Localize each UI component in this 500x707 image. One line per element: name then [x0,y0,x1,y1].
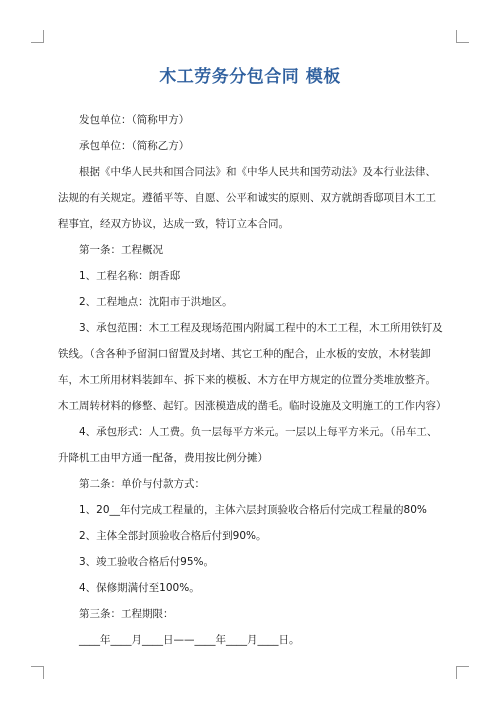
article-1-item-2: 2、工程地点：沈阳市于洪地区。 [79,296,233,308]
crop-mark-top-right [456,30,469,43]
article-3-date-range: ____年____月____日——____年____月____日。 [79,634,300,646]
crop-mark-bottom-right [456,666,469,679]
crop-mark-bottom-left [31,666,44,679]
article-2-heading: 第二条：单价与付款方式： [79,478,205,490]
article-2-item-3: 3、竣工验收合格后付95%。 [79,556,215,568]
article-2-item-1: 1、20__年付完成工程量的，主体六层封顶验收合格后付完成工程量的80% [79,504,427,516]
document-title: 木工劳务分包合同 模板 [159,67,341,87]
article-2-item-2: 2、主体全部封顶验收合格后付到90%。 [79,530,267,542]
article-1-item-4: 4、承包形式：人工费。负一层每平方米元。一层以上每平方米元。（吊车工、升降机工由甲方通一配备，费用按比例分摊） [58,426,438,464]
paragraph-subcontractor: 承包单位：（简称乙方） [79,140,190,152]
article-2-item-4: 4、保修期满付至100%。 [79,582,200,594]
paragraph-preamble: 根据《中华人民共和国合同法》和《中华人民共和国劳动法》及本行业法律、法规的有关规定。遵循平等、自愿、公平和诚实的原则、双方就朗香邸项目木工工程事宜，经双方协议，达成一致，特订立本合同。 [58,166,436,230]
crop-mark-top-left [31,30,44,43]
article-3-heading: 第三条：工程期限： [79,608,174,620]
paragraph-contractor: 发包单位：（简称甲方） [79,114,190,126]
article-1-item-3: 3、承包范围：木工工程及现场范围内附属工程中的木工工程，木工所用铁钉及铁线。（含各种予留洞口留置及封堵、其它工种的配合，止水板的安放，木材装卸车，木工所用材料装卸车、拆下来的模板、木方在甲方规定的位置分类堆放整齐。木工周转材料的修整、起钉。因涨模造成的凿毛。临时设施及文明施工的工作内容） [58,322,447,412]
article-1-item-1: 1、工程名称：朗香邸 [79,270,181,282]
document-body [58,107,446,653]
article-1-heading: 第一条：工程概况 [79,244,163,256]
